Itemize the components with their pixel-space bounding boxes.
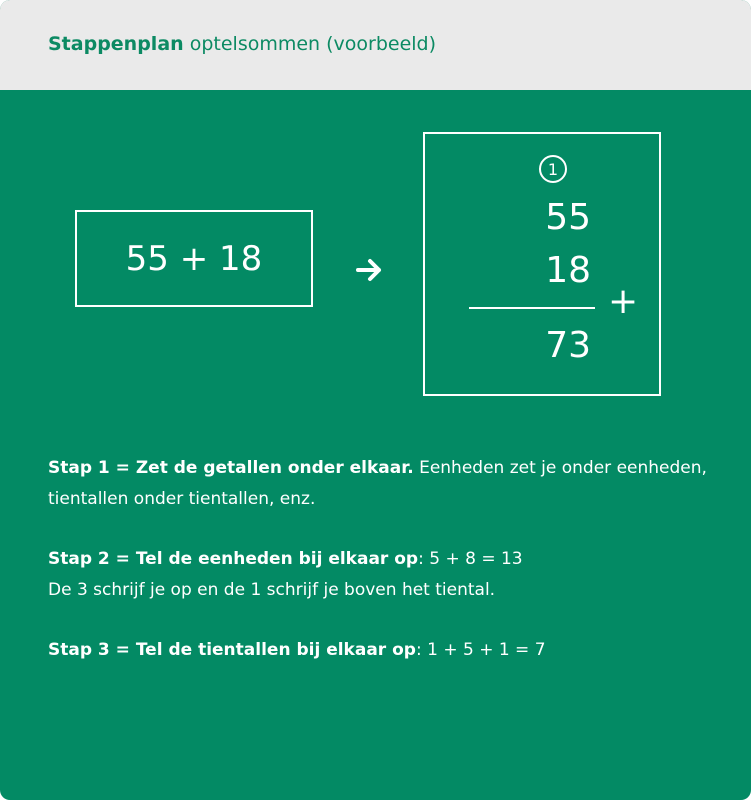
equation-text: 55 + 18	[125, 238, 263, 279]
title-rest: optelsommen (voorbeeld)	[183, 33, 437, 55]
arrow-right-icon	[355, 257, 385, 283]
header-bar	[0, 0, 751, 90]
step-2-heading: Stap 2 = Tel de eenheden bij elkaar op	[48, 549, 419, 569]
step-2-line2: De 3 schrijf je op en de 1 schrijf je boven het tiental.	[48, 580, 496, 600]
column-addition-box	[423, 132, 661, 396]
step-1-text: Eenheden zet je onder eenheden, tientallen onder tientallen, enz.	[48, 458, 707, 509]
page-title	[48, 33, 436, 55]
step-3	[48, 635, 728, 666]
top-number: 55	[545, 197, 591, 238]
steps-list	[48, 453, 728, 695]
step-3-text: : 1 + 5 + 1 = 7	[415, 640, 546, 660]
title-bold: Stappenplan	[48, 33, 184, 55]
result-number: 73	[545, 325, 591, 366]
step-1-heading: Stap 1 = Zet de getallen onder elkaar.	[48, 458, 414, 478]
carry-digit: 1	[539, 155, 567, 183]
step-1	[48, 453, 728, 515]
step-3-heading: Stap 3 = Tel de tientallen bij elkaar op	[48, 640, 416, 660]
bottom-number: 18	[545, 250, 591, 291]
plus-sign: +	[608, 281, 639, 322]
sum-line	[469, 307, 595, 309]
equation-box	[75, 210, 313, 307]
step-2	[48, 544, 728, 606]
step-2-text: : 5 + 8 = 13	[418, 549, 523, 569]
